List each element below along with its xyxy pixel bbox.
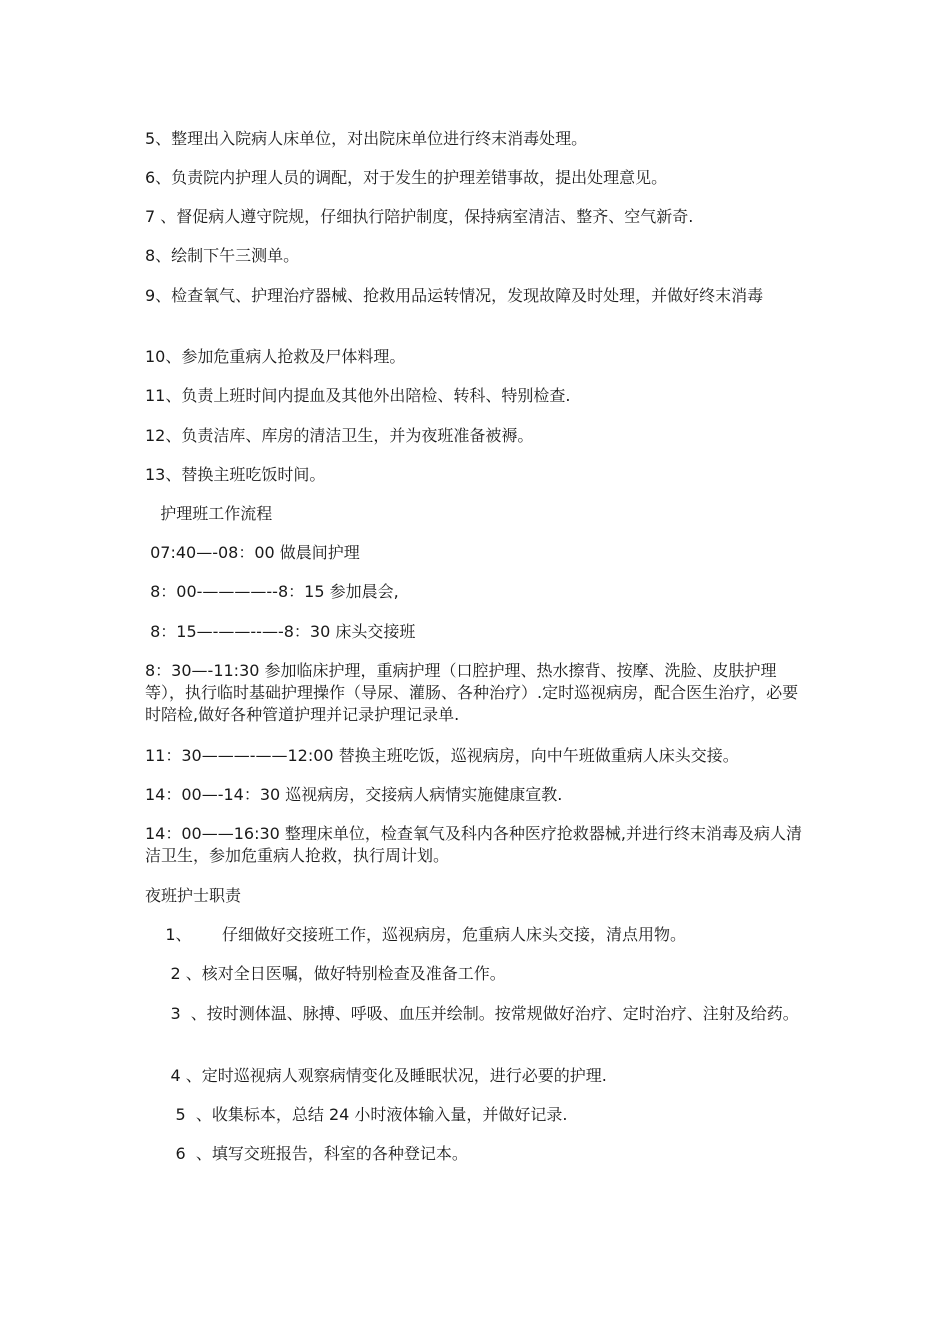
schedule-item-1400-a: 14：00—-14：30 巡视病房，交接病人病情实施健康宣教. (145, 785, 563, 804)
paragraph-item-5: 5、整理出入院病人床单位，对出院床单位进行终末消毒处理。 (145, 129, 588, 148)
schedule-item-1130: 11：30———-——12:00 替换主班吃饭，巡视病房，向中午班做重病人床头交接。 (145, 746, 739, 765)
section-heading-nursing-workflow: 护理班工作流程 (145, 504, 273, 523)
paragraph-item-8: 8、绘制下午三测单。 (145, 246, 300, 265)
section-heading-night-shift: 夜班护士职责 (145, 886, 242, 905)
paragraph-item-9: 9、检查氧气、护理治疗器械、抢救用品运转情况，发现故障及时处理，并做好终末消毒 (145, 286, 764, 305)
schedule-item-0800: 8：00-————--8：15 参加晨会, (145, 582, 399, 601)
night-duty-item-6: 6 、填写交班报告，科室的各种登记本。 (145, 1144, 468, 1163)
paragraph-item-6: 6、负责院内护理人员的调配，对于发生的护理差错事故，提出处理意见。 (145, 168, 668, 187)
schedule-item-1400-b: 14：00——16:30 整理床单位，检查氧气及科内各种医疗抢救器械,并进行终末消毒及病人清洁卫生，参加危重病人抢救，执行周计划。 (145, 824, 803, 865)
schedule-item-0830: 8：30—-11:30 参加临床护理，重病护理（口腔护理、热水擦背、按摩、洗脸、皮肤护理等），执行临时基础护理操作（导尿、灌肠、各种治疗）.定时巡视病房，配合医生治疗，必要时陪检,做好各种管道护理并记录护理记录单. (145, 661, 799, 724)
schedule-item-0740: 07:40—-08：00 做晨间护理 (145, 543, 360, 562)
night-duty-item-5: 5 、收集标本，总结 24 小时液体输入量，并做好记录. (145, 1105, 568, 1124)
paragraph-item-7: 7 、督促病人遵守院规，仔细执行陪护制度，保持病室清洁、整齐、空气新奇. (145, 207, 694, 226)
night-duty-item-2: 2 、核对全日医嘱，做好特别检查及准备工作。 (145, 964, 506, 983)
night-duty-item-1: 1、 仔细做好交接班工作，巡视病房，危重病人床头交接，清点用物。 (145, 925, 687, 944)
paragraph-item-13: 13、替换主班吃饭时间。 (145, 465, 326, 484)
paragraph-item-11: 11、负责上班时间内提血及其他外出陪检、转科、特别检查. (145, 386, 571, 405)
night-duty-item-3: 3 、按时测体温、脉搏、呼吸、血压并绘制。按常规做好治疗、定时治疗、注射及给药。 (145, 1004, 799, 1023)
paragraph-item-10: 10、参加危重病人抢救及尸体料理。 (145, 347, 406, 366)
night-duty-item-4: 4 、定时巡视病人观察病情变化及睡眠状况，进行必要的护理. (145, 1066, 607, 1085)
schedule-item-0815: 8：15—-——--—-8：30 床头交接班 (145, 622, 416, 641)
paragraph-item-12: 12、负责洁库、库房的清洁卫生，并为夜班准备被褥。 (145, 426, 534, 445)
